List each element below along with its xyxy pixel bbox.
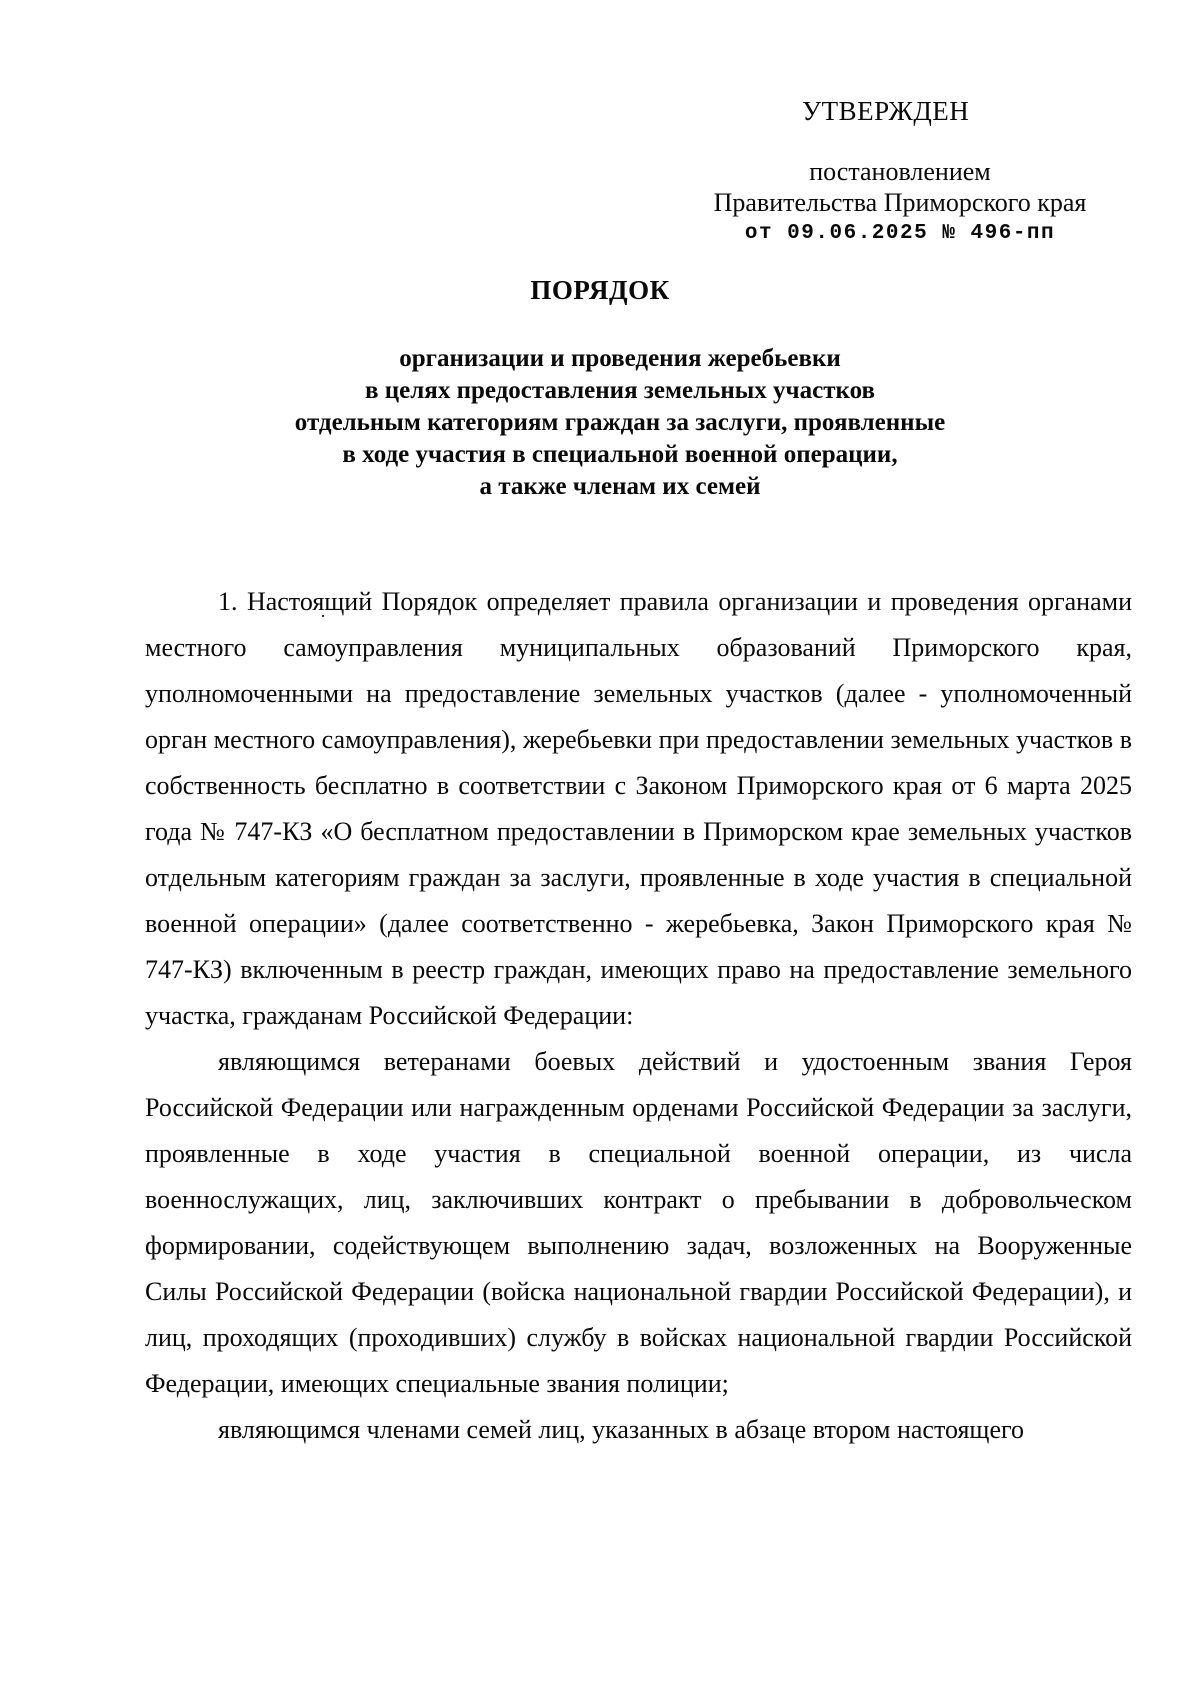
subtitle-line: а также членам их семей <box>479 473 761 500</box>
document-title: ПОРЯДОК <box>530 275 670 305</box>
approval-heading: УТВЕРЖДЕН <box>802 96 970 126</box>
subtitle-line: отдельным категориям граждан за заслуги, проявленные <box>294 409 946 436</box>
paragraph-1: 1. Настоящий Порядок определяет правила организации и проведения органами местного самоуправления муниципальных образований Приморского края, уполномоченными на предоставление земельных участков (далее - уполномоченный орган местного самоуправления), жеребьевки при предоставлении земельных участков в собственность бесплатно в соответствии с Законом Приморского края от 6 марта 2025 года № 747-КЗ «О бесплатном предоставлении в Приморском крае земельных участков отдельным категориям граждан за заслуги, проявленные в ходе участия в специальной военной операции» (далее соответственно - жеребьевка, Закон Приморского края № 747-КЗ) включенным в реестр граждан, имеющих право на предоставление земельного участка, гражданам Российской Федерации: <box>145 587 1132 1030</box>
approval-line-resolution: постановлением <box>809 157 991 186</box>
approval-block <box>700 96 1100 250</box>
subtitle-line: в целях предоставления земельных участков <box>365 377 875 404</box>
approval-line-government: Правительства Приморского края <box>713 188 1087 217</box>
paragraph-2: являющимся ветеранами боевых действий и удостоенным звания Героя Российской Федерации или награжденным орденами Российской Федерации за заслуги, проявленные в ходе участия в специальной военной операции, из числа военнослужащих, лиц, заключивших контракт о пребывании в добровольческом формировании, содействующем выполнению задач, возложенных на Вооруженные Силы Российской Федерации (войска национальной гвардии Российской Федерации), и лиц, проходящих (проходивших) службу в войсках национальной гвардии Российской Федерации, имеющих специальные звания полиции; <box>145 1047 1132 1398</box>
paragraph-3: являющимся членами семей лиц, указанных в абзаце втором настоящего <box>218 1415 1025 1444</box>
document-body <box>145 579 1132 1453</box>
document-subtitle <box>0 343 1200 503</box>
approval-date-number-stamp: от 09.06.2025 № 496-пп <box>744 222 1056 245</box>
subtitle-line: в ходе участия в специальной военной операции, <box>342 441 898 468</box>
subtitle-line: организации и проведения жеребьевки <box>399 345 841 372</box>
